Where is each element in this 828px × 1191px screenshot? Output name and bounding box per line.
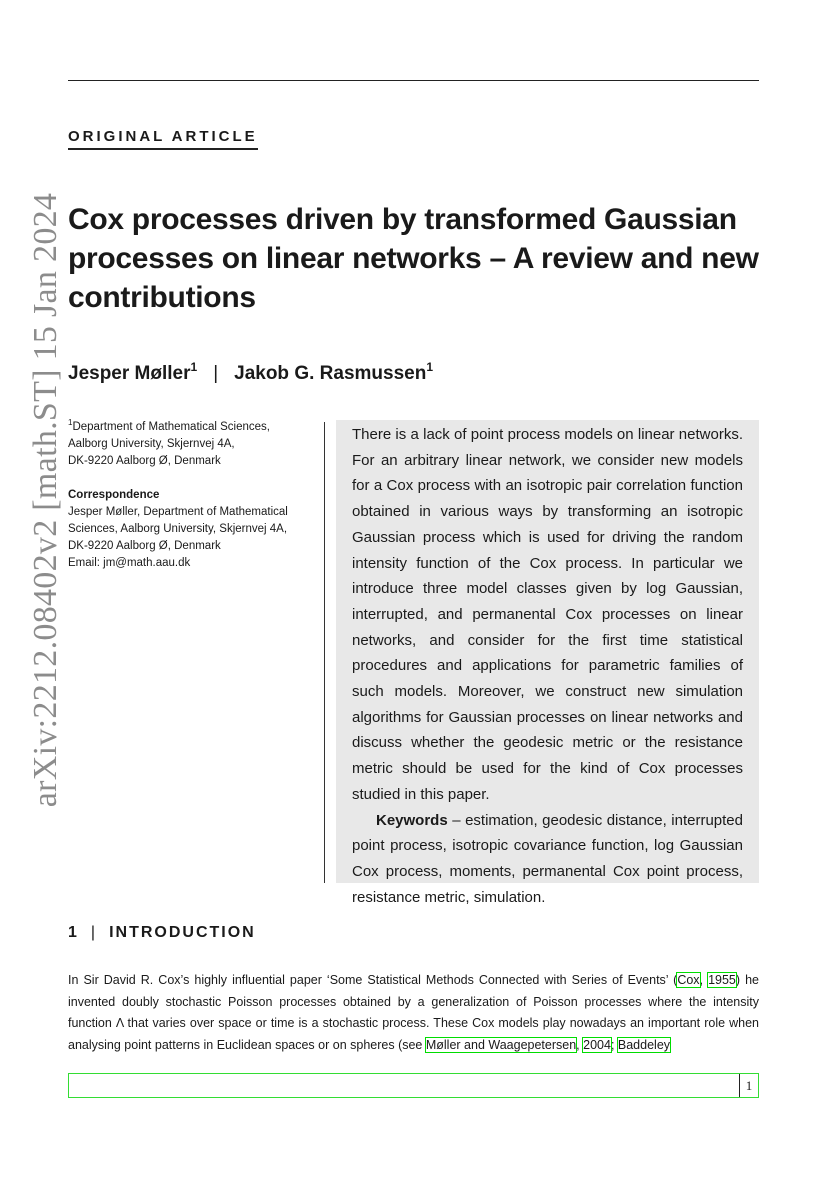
- correspondence-heading: Correspondence: [68, 488, 160, 501]
- keywords-list: – estimation, geodesic distance, interrupted point process, isotropic covariance function, log Gaussian Cox process, moments, permanental Cox point process, resistance metric, simulation.: [352, 811, 743, 906]
- correspondence-line: Sciences, Aalborg University, Skjernvej 4A,: [68, 522, 288, 535]
- citation-link[interactable]: 2004: [583, 1037, 611, 1052]
- affiliation-mark: 1: [68, 418, 73, 427]
- body-text: ,: [699, 973, 709, 987]
- author-name: Jakob G. Rasmussen: [234, 363, 427, 384]
- body-text: ,: [576, 1037, 584, 1052]
- body-text: In Sir David R. Cox’s highly influential paper ‘Some Statistical Methods Connected with Series of Events’ (: [68, 973, 678, 987]
- affiliation-line: Aalborg University, Skjernvej 4A,: [68, 437, 235, 450]
- keywords-paragraph: [352, 808, 743, 911]
- affiliation-mark: 1: [190, 360, 198, 374]
- arxiv-identifier-stamp[interactable]: arXiv:2212.08402v2 [math.ST] 15 Jan 2024: [27, 192, 64, 808]
- introduction-paragraph: [68, 970, 759, 1056]
- author-name: Jesper Møller: [68, 363, 191, 384]
- author-separator: |: [213, 363, 219, 384]
- abstract-text: There is a lack of point process models on linear networks. For an arbitrary linear network, we consider new models for a Cox process with an isotropic pair correlation function obtained in various ways by transforming an isotropic Gaussian process which is used for driving the random intensity function of the Cox process. In particular we introduce three model classes given by log Gaussian, interrupted, and permanental Cox processes on linear networks, and consider for the first time statistical procedures and applications for parametric families of such models. Moreover, we construct new simulation algorithms for Gaussian processes on linear networks and discuss whether the geodesic metric or the resistance metric should be used for the kind of Cox processes studied in this paper.: [352, 426, 743, 803]
- section-heading: [68, 924, 256, 942]
- correspondence-email[interactable]: Email: jm@math.aau.dk: [68, 556, 191, 569]
- citation-link[interactable]: 1955: [708, 973, 736, 987]
- affiliation-line: DK-9220 Aalborg Ø, Denmark: [68, 454, 221, 467]
- keywords-label: Keywords: [376, 811, 448, 829]
- article-type-label: ORIGINAL ARTICLE: [68, 128, 258, 150]
- section-number: 1: [68, 924, 79, 941]
- correspondence-line: DK-9220 Aalborg Ø, Denmark: [68, 539, 221, 552]
- section-separator: |: [90, 924, 98, 941]
- author-list: [68, 360, 433, 385]
- citation-link[interactable]: Cox: [677, 973, 700, 987]
- body-text: ;: [610, 1037, 618, 1052]
- body-text: ) he invented doubly stochastic Poisson processes obtained by a generalization of Poisson processes where the intensity function Λ that varies over space or time is a stochastic process. These Cox models play nowadays an important role when analysing point patterns in Euclidean spaces or on spheres (see: [68, 973, 759, 1052]
- paper-title: Cox processes driven by transformed Gaussian processes on linear networks – A review and new contributions: [68, 203, 759, 314]
- section-title: INTRODUCTION: [109, 924, 256, 941]
- citation-link[interactable]: Møller and Waagepetersen: [425, 1037, 577, 1052]
- abstract-divider: [324, 422, 325, 883]
- affiliation-block: [68, 414, 313, 572]
- abstract-box: [336, 420, 759, 906]
- citation-link[interactable]: Baddeley: [617, 1037, 671, 1052]
- page-number: 1: [739, 1074, 758, 1097]
- footer-link-box[interactable]: [68, 1073, 759, 1098]
- top-rule: [68, 80, 759, 81]
- affiliation-line: Department of Mathematical Sciences,: [72, 420, 270, 433]
- affiliation-mark: 1: [426, 360, 434, 374]
- correspondence-line: Jesper Møller, Department of Mathematical: [68, 505, 288, 518]
